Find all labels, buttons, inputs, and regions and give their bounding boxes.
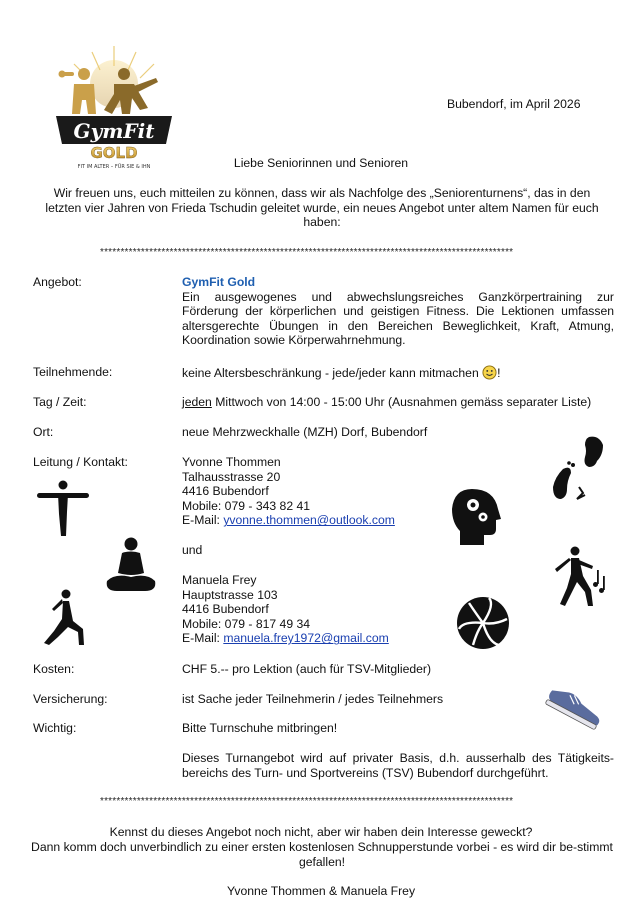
meditation-icon	[105, 537, 157, 597]
closing-line2: Dann komm doch unverbindlich zu einer ersten kostenlosen Schnupperstunde vorbei - es wird dir be-stimmt gefallen!	[31, 840, 613, 869]
greeting: Liebe Seniorinnen und Senioren	[233, 156, 409, 170]
kosten-value: CHF 5.-- pro Lektion (auch für TSV-Mitglieder)	[182, 662, 432, 676]
separator-bottom: *****************************************************************************************************	[100, 796, 514, 807]
contact1-city: 4416 Bubendorf	[182, 484, 269, 499]
label-tag-zeit: Tag / Zeit:	[33, 395, 87, 409]
angebot-text: Ein ausgewogenes und abwechslungsreiches Ganzkörpertraining zur Förderung der körperlichen und geistigen Fitness. Die Lektionen umfassen altersgerechte Übungen in den Bereichen Beweglichkeit, Kraft, Atmung, Koordination sowie Körperwahrnehmung.	[182, 289, 614, 348]
label-wichtig: Wichtig:	[33, 721, 77, 735]
label-angebot: Angebot:	[33, 275, 82, 289]
angebot-value	[182, 275, 614, 348]
contact1-mobile: Mobile: 079 - 343 82 41	[182, 498, 311, 513]
separator-top: *****************************************************************************************************	[100, 247, 514, 258]
teilnehmende-suffix: !	[497, 366, 501, 380]
teilnehmende-value	[182, 365, 614, 384]
teilnehmende-text: keine Altersbeschränkung - jede/jeder kann mitmachen	[182, 366, 479, 380]
label-teilnehmende: Teilnehmende:	[33, 365, 113, 379]
contact2-email-label: E-Mail:	[182, 631, 224, 646]
contact1-email-link[interactable]: yvonne.thommen@outlook.com	[223, 513, 395, 528]
contact1-street: Talhausstrasse 20	[182, 469, 281, 484]
contact-2	[182, 573, 614, 646]
volleyball-icon	[455, 594, 511, 656]
label-versicherung: Versicherung:	[33, 692, 108, 706]
contact2-name: Manuela Frey	[182, 573, 257, 587]
contact1-email-label: E-Mail:	[182, 513, 224, 528]
gymfit-gold-logo	[52, 44, 176, 172]
contact2-email-link[interactable]: manuela.frey1972@gmail.com	[223, 631, 389, 646]
sneaker-icon	[543, 683, 607, 735]
label-ort: Ort:	[33, 425, 54, 439]
label-kosten: Kosten:	[33, 662, 75, 676]
und-text: und	[182, 543, 203, 557]
place-date: Bubendorf, im April 2026	[447, 97, 581, 111]
logo-brand-b: GOLD	[90, 144, 138, 162]
lunge-icon	[40, 589, 88, 651]
footprints-icon	[549, 433, 607, 507]
tag-zeit-value	[182, 395, 614, 410]
contact2-city: 4416 Bubendorf	[182, 602, 269, 617]
signature: Yvonne Thommen & Manuela Frey	[226, 884, 416, 898]
tag-zeit-word: jeden	[182, 395, 212, 409]
wichtig-note: Dieses Turnangebot wird auf privater Basis, d.h. ausserhalb des Tätigkeits-bereichs des Turn- und Sportvereins (TSV) Bubendorf durchgeführt.	[182, 751, 614, 780]
head-gears-icon	[450, 487, 502, 551]
contact2-street: Hauptstrasse 103	[182, 587, 278, 602]
label-leitung: Leitung / Kontakt:	[33, 455, 128, 469]
tag-zeit-text: Mittwoch von 14:00 - 15:00 Uhr (Ausnahmen gemäss separater Liste)	[211, 395, 592, 409]
dancer-music-icon	[553, 546, 611, 614]
contact1-name: Yvonne Thommen	[182, 455, 281, 469]
ort-value: neue Mehrzweckhalle (MZH) Dorf, Bubendorf	[182, 425, 428, 439]
wichtig-value: Bitte Turnschuhe mitbringen!	[182, 721, 338, 735]
contact2-mobile: Mobile: 079 - 817 49 34	[182, 616, 311, 631]
logo-brand-a: GymFit	[73, 119, 155, 143]
angebot-title: GymFit Gold	[182, 275, 256, 289]
closing-line1: Kennst du dieses Angebot noch nicht, aber wir haben dein Interesse geweckt?	[109, 825, 533, 839]
logo-tagline: FIT IM ALTER – FÜR SIE & IHN	[77, 164, 151, 170]
smiley-icon	[482, 365, 497, 384]
standing-stretch-icon	[36, 480, 90, 542]
versicherung-value: ist Sache jeder Teilnehmerin / jedes Teilnehmers	[182, 692, 444, 706]
intro-text: Wir freuen uns, euch mitteilen zu können, dass wir als Nachfolge des „Seniorenturnens“, das in den letzten vier Jahren von Frieda Tschudin geleitet wurde, ein neues Angebot unter altem Namen für euch haben:	[45, 186, 599, 230]
